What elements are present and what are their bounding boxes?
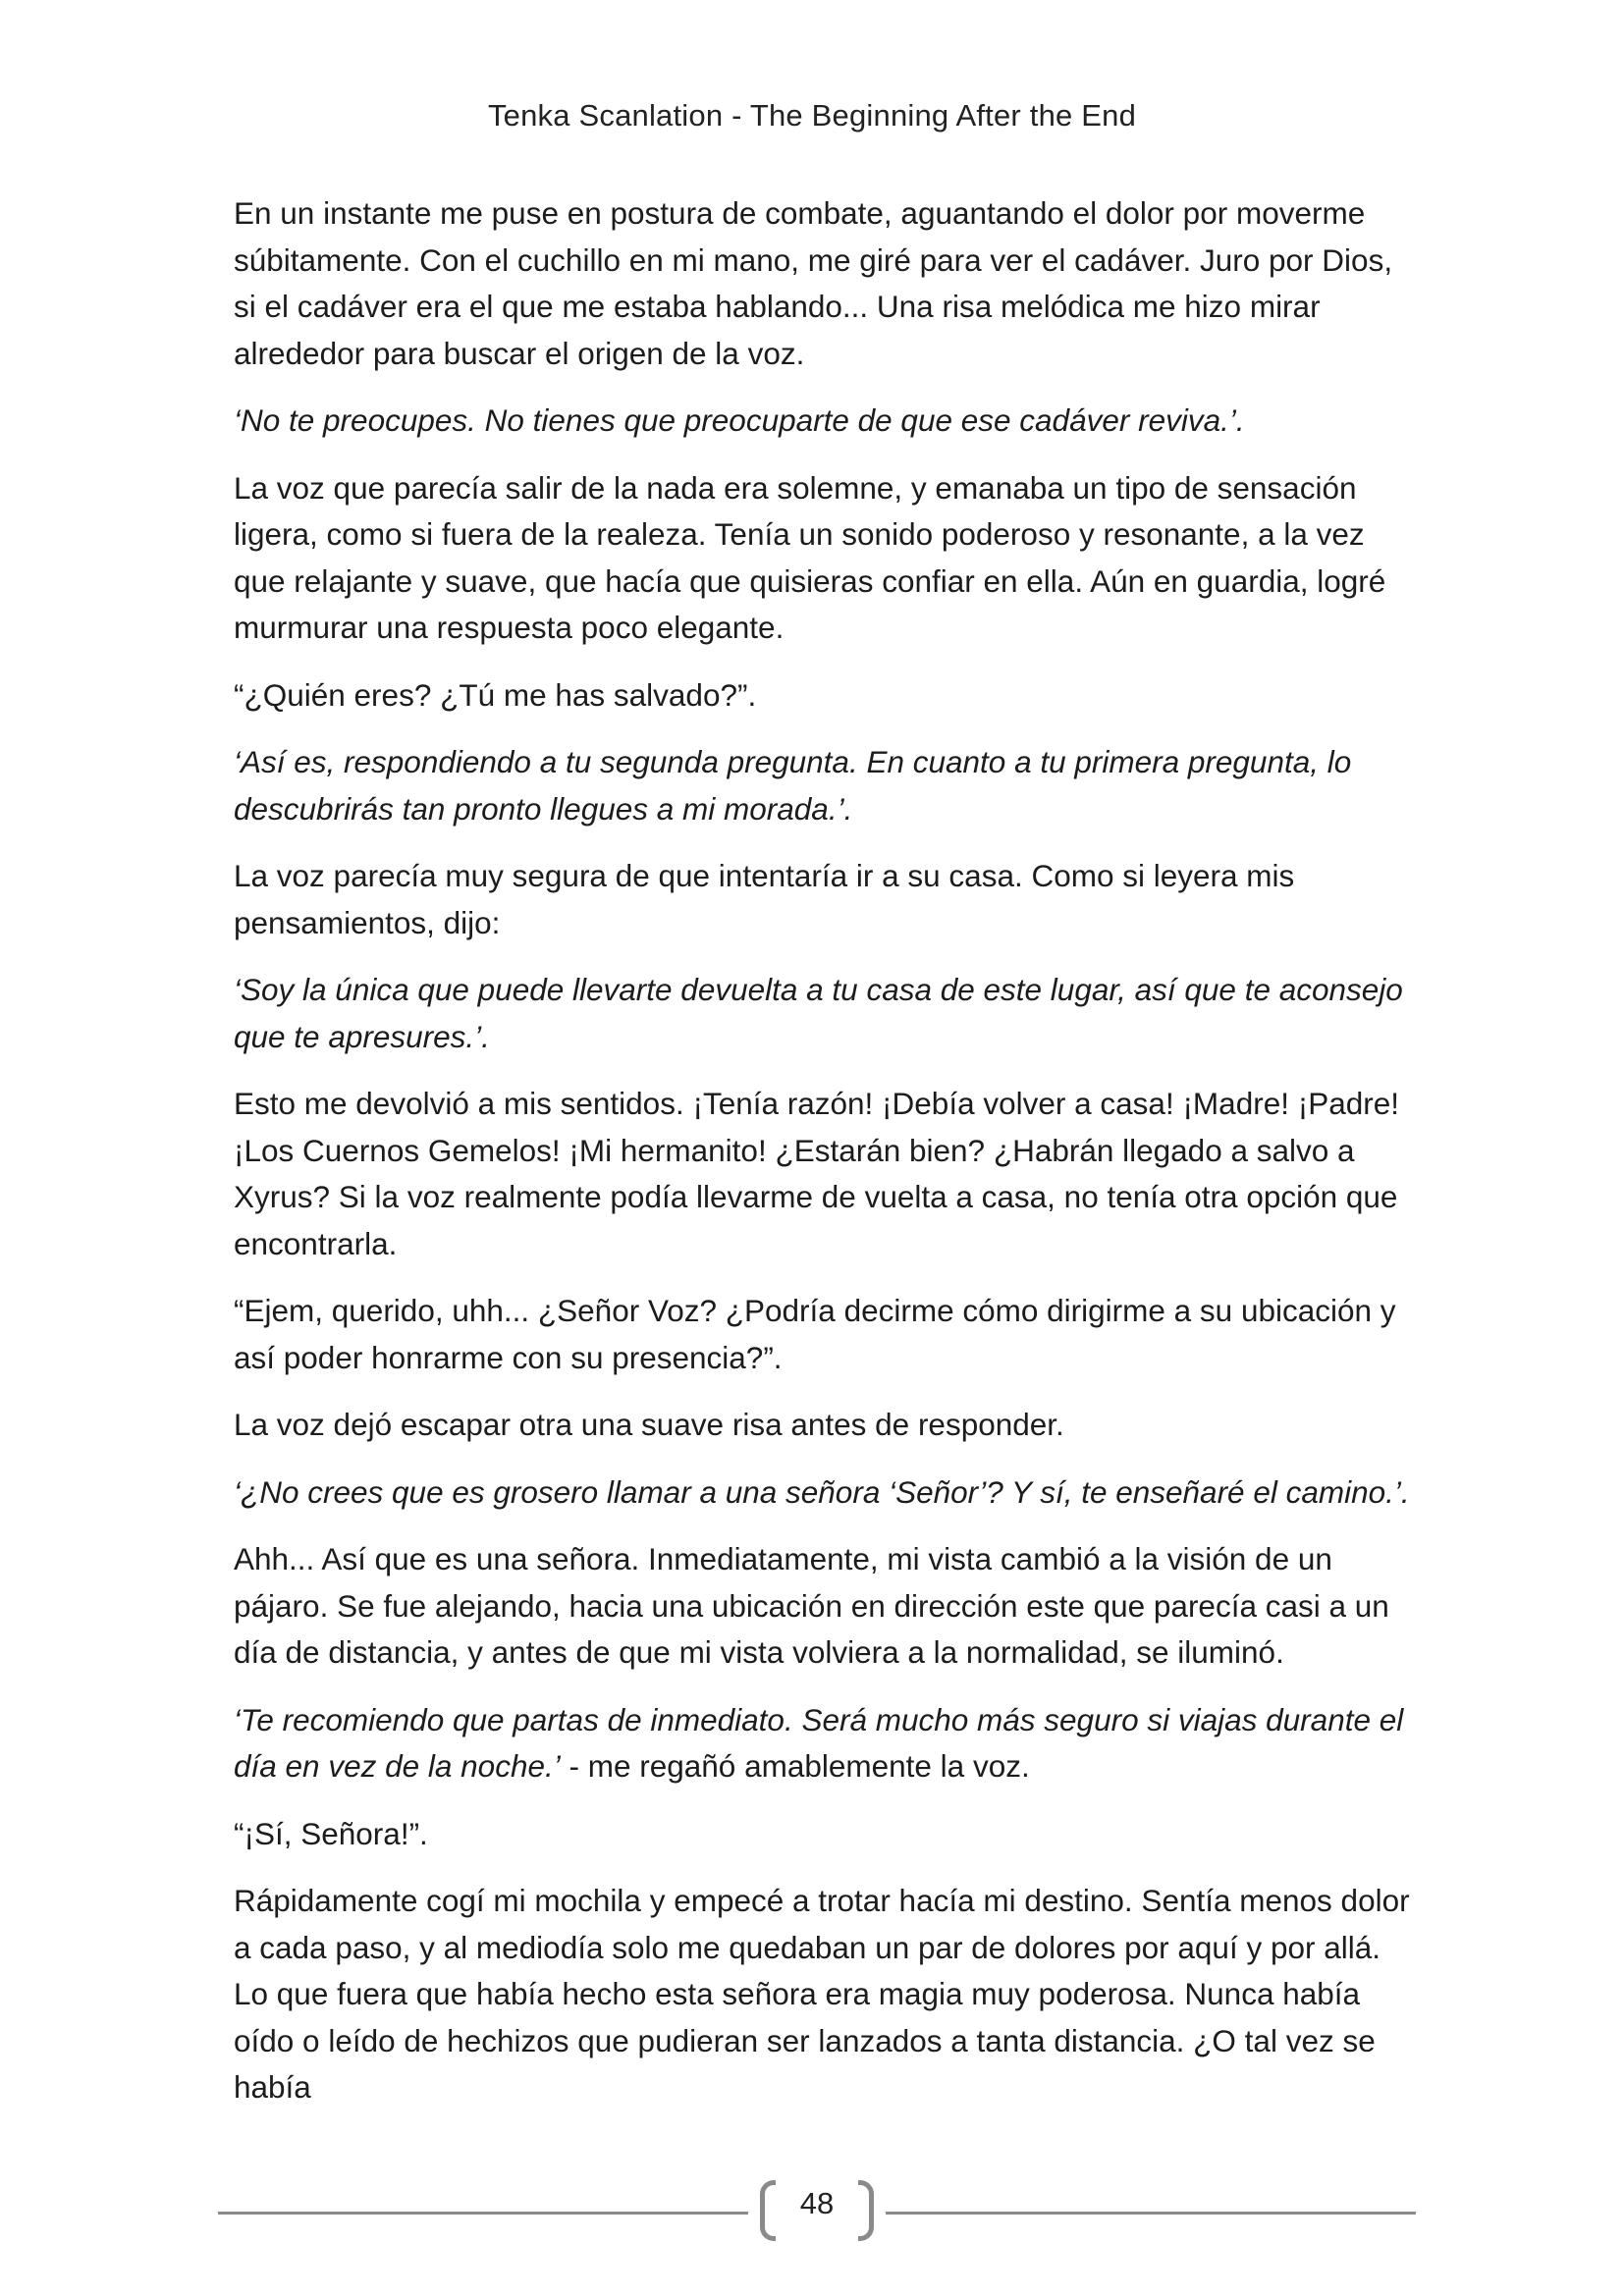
page-number-bracket-open xyxy=(760,2180,776,2241)
paragraph-12: Ahh... Así que es una señora. Inmediatamente, mi vista cambió a la visión de un pájaro. Se fue alejando, hacia una ubicación en dirección este que parecía casi a un día de distancia, y antes de que mi vista volviera a la normalidad, se iluminó. xyxy=(234,1541,1389,1670)
page-number: 48 xyxy=(799,2186,835,2220)
page-number-bracket-close xyxy=(858,2180,874,2241)
footer-rule-right xyxy=(886,2212,1416,2215)
paragraph-13-dialogue: ‘Te recomiendo que partas de inmediato. Será mucho más seguro si viajas durante el día en vez de la noche.’ xyxy=(234,1701,1404,1784)
paragraph-13-narration: - me regañó amablemente la voz. xyxy=(560,1748,1030,1784)
paragraph-11-dialogue: ‘¿No crees que es grosero llamar a una señora ‘Señor’? Y sí, te enseñaré el camino.’. xyxy=(234,1473,1410,1510)
paragraph-10: La voz dejó escapar otra una suave risa antes de responder. xyxy=(234,1407,1064,1442)
footer-rule-left xyxy=(218,2212,748,2215)
paragraph-5-dialogue: ‘Así es, respondiendo a tu segunda pregunta. En cuanto a tu primera pregunta, lo descubrirás tan pronto llegues a mi morada.’. xyxy=(234,744,1352,827)
paragraph-15: Rápidamente cogí mi mochila y empecé a trotar hacía mi destino. Sentía menos dolor a cada paso, y al mediodía solo me quedaban un par de dolores por aquí y por allá. Lo que fuera que había hecho esta señora era magia muy poderosa. Nunca había oído o leído de hechizos que pudieran ser lanzados a tanta distancia. ¿O tal vez se había xyxy=(234,1883,1410,2105)
running-header: Tenka Scanlation - The Beginning After the End xyxy=(487,98,1137,133)
paragraph-1: En un instante me puse en postura de combate, aguantando el dolor por moverme súbitamente. Con el cuchillo en mi mano, me giré para ver el cadáver. Juro por Dios, si el cadáver era el que me estaba hablando... Una risa melódica me hizo mirar alrededor para buscar el origen de la voz. xyxy=(234,195,1393,371)
paragraph-13 xyxy=(234,1697,1412,1790)
paragraph-4-dialogue: “¿Quién eres? ¿Tú me has salvado?”. xyxy=(234,676,757,713)
paragraph-8: Esto me devolvió a mis sentidos. ¡Tenía razón! ¡Debía volver a casa! ¡Madre! ¡Padre! ¡Los Cuernos Gemelos! ¡Mi hermanito! ¿Estarán bien? ¿Habrán llegado a salvo a Xyrus? Si la voz realmente podía llevarme de vuelta a casa, no tenía otra opción que encontrarla. xyxy=(234,1086,1400,1261)
paragraph-9-dialogue: “Ejem, querido, uhh... ¿Señor Voz? ¿Podría decirme cómo dirigirme a su ubicación y así poder honrarme con su presencia?”. xyxy=(234,1293,1396,1375)
page-footer xyxy=(218,2166,1416,2255)
paragraph-14-dialogue: “¡Sí, Señora!”. xyxy=(234,1815,428,1851)
paragraph-7-dialogue: ‘Soy la única que puede llevarte devuelta a tu casa de este lugar, así que te aconsejo que te apresures.’. xyxy=(234,972,1403,1054)
page-body xyxy=(234,190,1412,2132)
paragraph-3: La voz que parecía salir de la nada era solemne, y emanaba un tipo de sensación ligera, como si fuera de la realeza. Tenía un sonido poderoso y resonante, a la vez que relajante y suave, que hacía que quisieras confiar en ella. Aún en guardia, logré murmurar una respuesta poco elegante. xyxy=(234,469,1386,645)
paragraph-6: La voz parecía muy segura de que intentaría ir a su casa. Como si leyera mis pensamientos, dijo: xyxy=(234,858,1295,940)
paragraph-2-dialogue: ‘No te preocupes. No tienes que preocuparte de que ese cadáver reviva.’. xyxy=(234,402,1245,438)
